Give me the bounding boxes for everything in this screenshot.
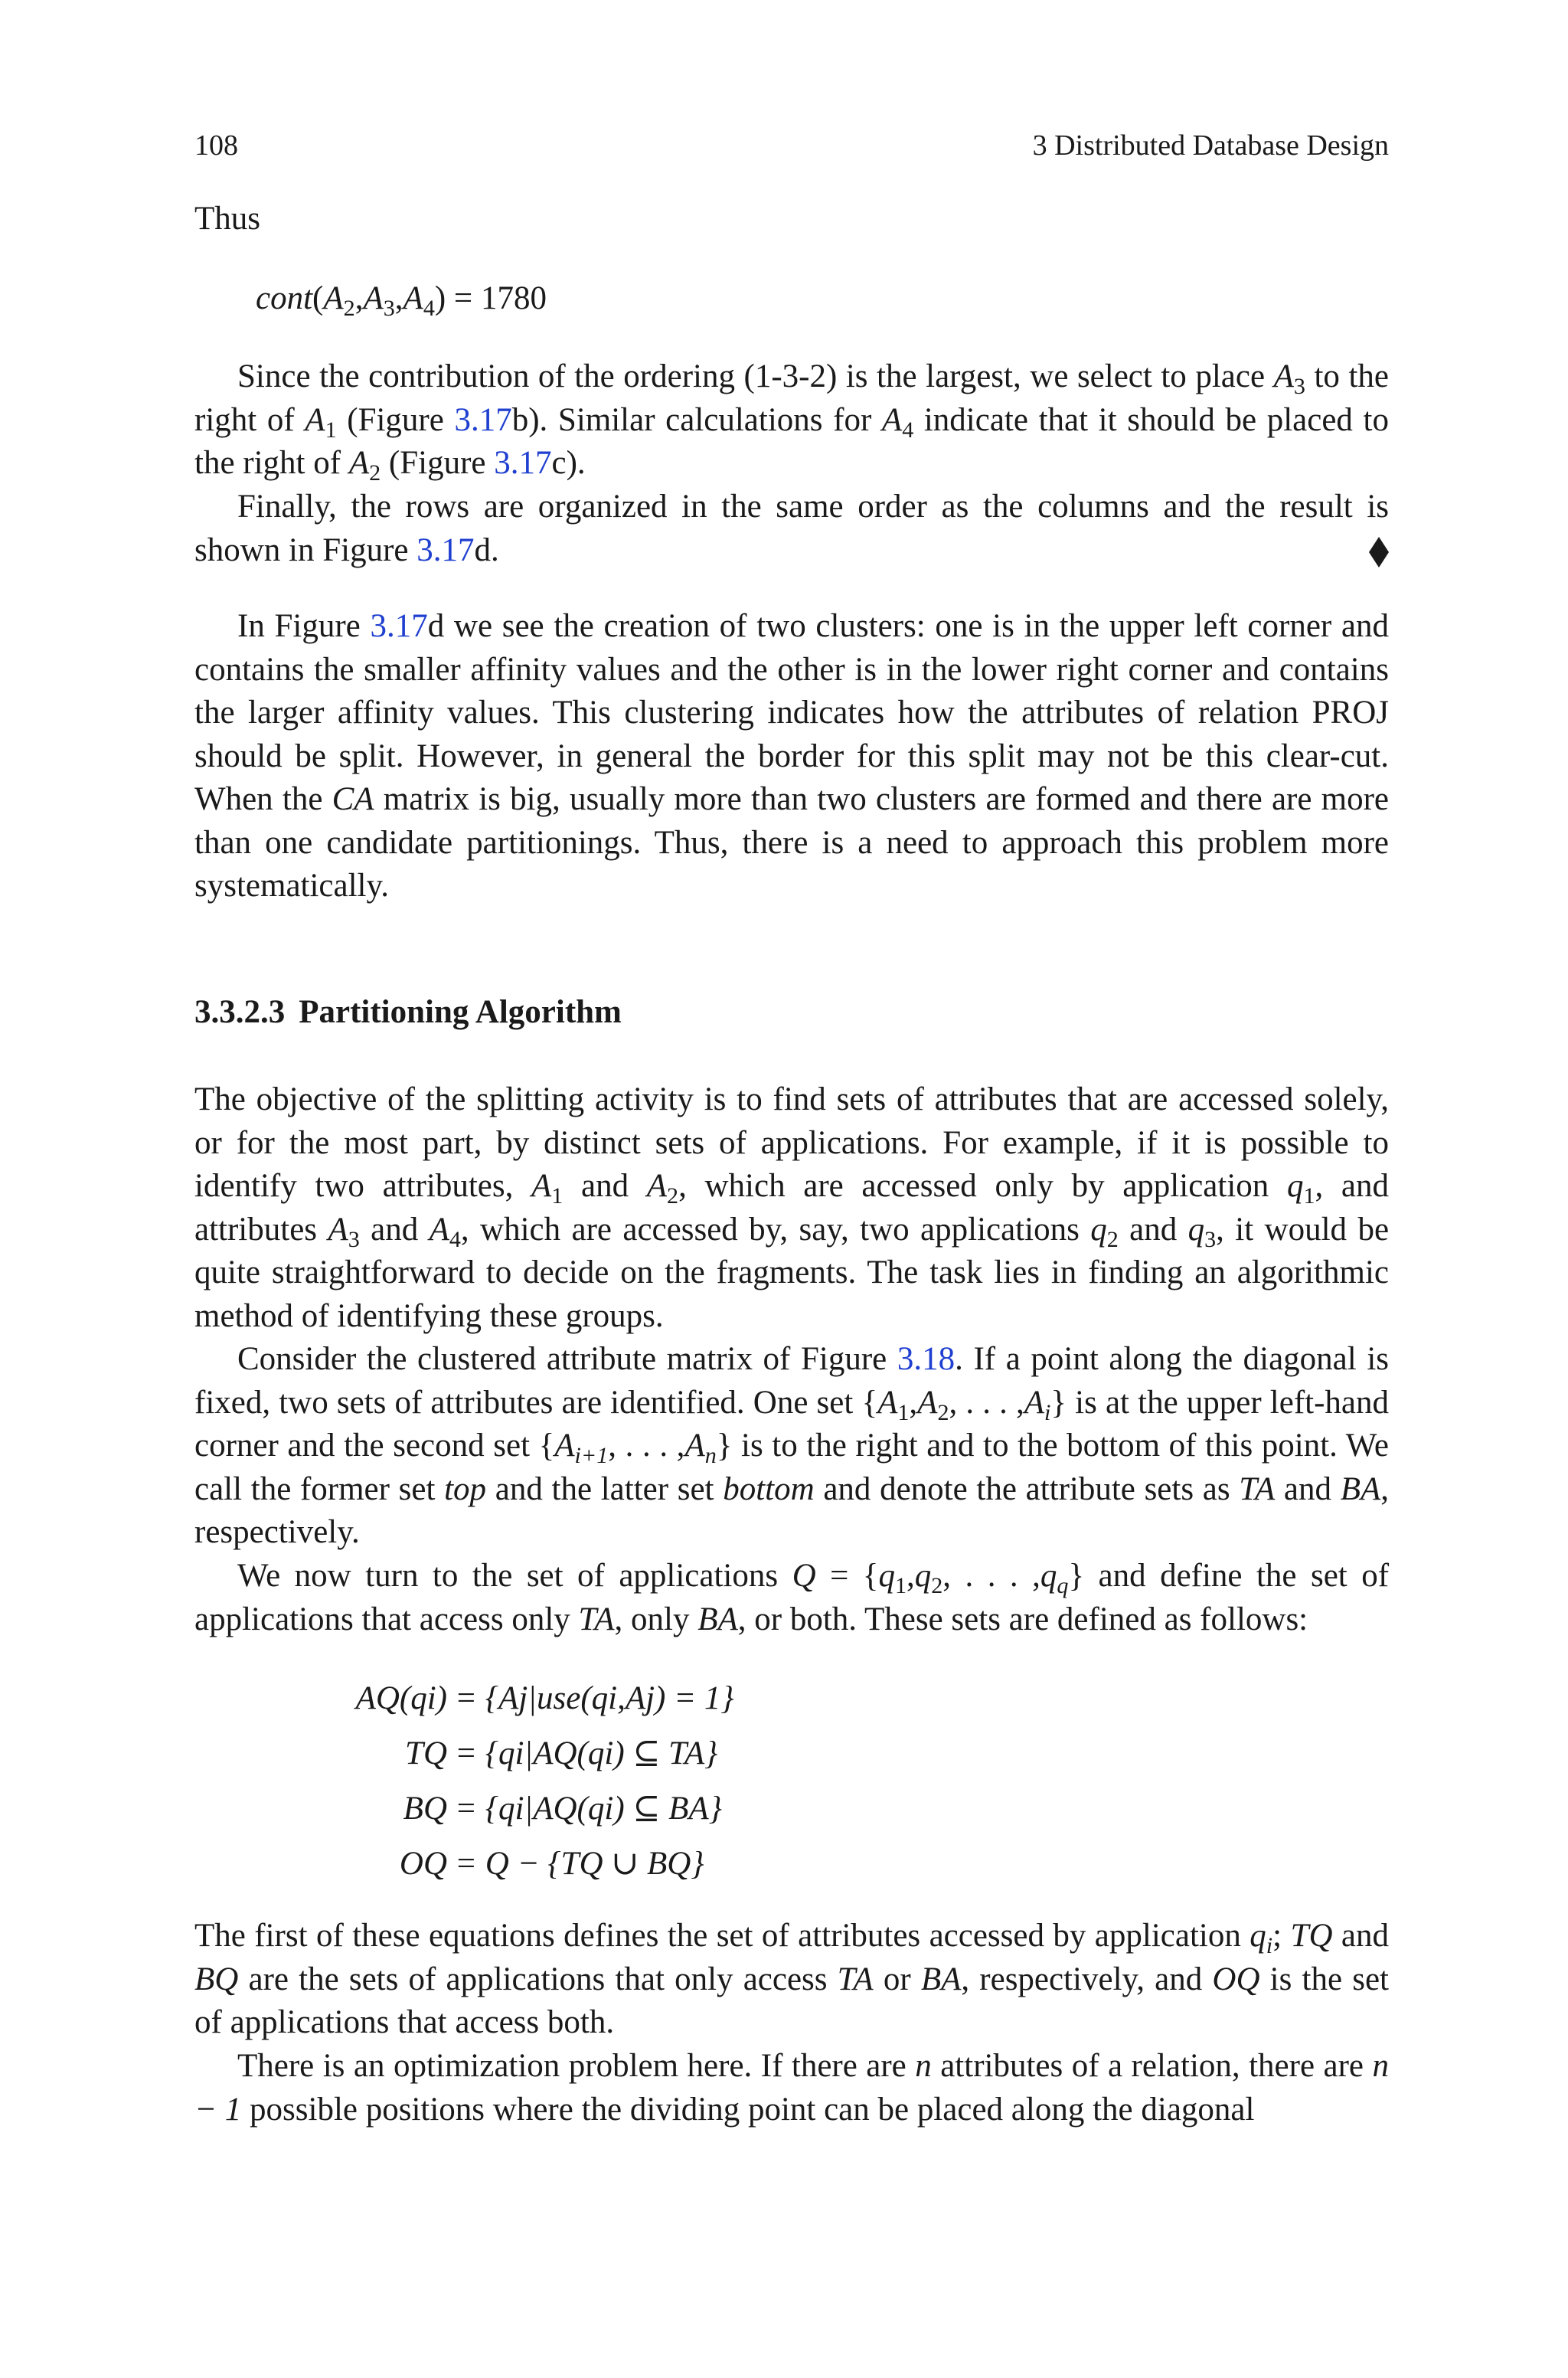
page-number: 108 [194, 129, 238, 162]
cont-value: 1780 [480, 280, 547, 316]
equation-rhs: = {qi|AQ(qi) ⊆ TA} [455, 1735, 718, 1771]
running-head [194, 124, 1389, 167]
equation-rhs: = {Aj|use(qi,Aj) = 1} [455, 1680, 734, 1716]
section-title: Partitioning Algorithm [299, 994, 622, 1030]
paragraph-clusters: In Figure 3.17d we see the creation of two clusters: one is in the upper left corner and contains the smaller affinity values and the other is in the lower right corner and contains the larger affinity values. This clustering indicates how the attributes of relation PROJ should be split. However, in general the border for this split may not be this clear-cut. When the CA matrix is big, usually more than two clusters are formed and there are more than one candidate partitionings. Thus, there is a need to approach this problem more systematically. [194, 608, 1389, 904]
paragraph-equations-explained: The first of these equations defines the set of attributes accessed by application $q_i$; TQ and BQ are the sets of applications that only access TA or BA, respectively, and OQ is the set of applications that access both. [194, 1918, 1390, 2040]
paragraph-finally: Finally, the rows are organized in the same order as the columns and the result is shown in Figure 3.17d. [194, 489, 1389, 568]
figure-link-3-17c[interactable]: 3.17 [494, 445, 552, 481]
equation-lhs: BQ [403, 1791, 447, 1827]
figure-link-3-18[interactable]: 3.18 [897, 1341, 956, 1377]
chapter-title: 3 Distributed Database Design [1032, 129, 1389, 162]
paragraph-ordering: Since the contribution of the ordering (1-3-2) is the largest, we select to place $A_3$ to the right of $A_1$ (Figure 3.17b). Similar calculations for $A_4$ indicate that it should be placed to the right of $A_2$ (Figure 3.17c). [194, 358, 1389, 486]
paragraph-objective: The objective of the splitting activity is to find sets of attributes that are accessed solely, or for the most part, by distinct sets of applications. For example, if it is possible to identify two attributes, $A_1$ and $A_2$, which are accessed only by application $q_1$, and attributes $A_3$ and $A_4$, which are accessed by, say, two applications $q_2$ and $q_3$, it would be quite straightforward to decide on the fragments. The task lies in finding an algorithmic method of identifying these groups. [194, 1081, 1390, 1334]
section-heading [194, 991, 1389, 1034]
end-of-example-diamond-icon [1369, 537, 1389, 568]
display-equation-cont: $cont(A_2,A_3,A_4) = 1780$ [256, 280, 547, 322]
equation-lhs: TQ [405, 1735, 447, 1771]
paragraph-clustered-matrix: Consider the clustered attribute matrix of Figure 3.18. If a point along the diagonal is fixed, two sets of attributes are identified. One set {$A_1,A_2$, . . . $,A_i$} is at the upper left-hand corner and the second set {$A_{i+1}$, . . . $,A_n$} is to the right and to the bottom of this point. We call the former set top and the latter set bottom and denote the attribute sets as TA and BA, respectively. [194, 1341, 1390, 1550]
figure-link-3-17d-2[interactable]: 3.17 [370, 608, 428, 644]
thus-paragraph: Thus [194, 201, 260, 237]
section-number: 3.3.2.3 [194, 994, 286, 1030]
paragraph-optimization: There is an optimization problem here. If there are n attributes of a relation, there are n − 1 possible positions where the dividing point can be placed along the diagonal [194, 2048, 1389, 2128]
paragraph-applications: We now turn to the set of applications $Q = \{q_1,q_2$, . . . $,q_q$} and define the set of applications that access only TA, only BA, or both. These sets are defined as follows: [194, 1558, 1390, 1637]
equation-rhs: = {qi|AQ(qi) ⊆ BA} [455, 1791, 722, 1827]
equation-lhs: AQ(qi) [355, 1680, 447, 1716]
figure-link-3-17b[interactable]: 3.17 [454, 401, 512, 438]
equation-lhs: OQ [399, 1846, 447, 1882]
figure-link-3-17d[interactable]: 3.17 [416, 532, 475, 568]
equation-rhs: = Q − {TQ ∪ BQ} [455, 1846, 704, 1882]
